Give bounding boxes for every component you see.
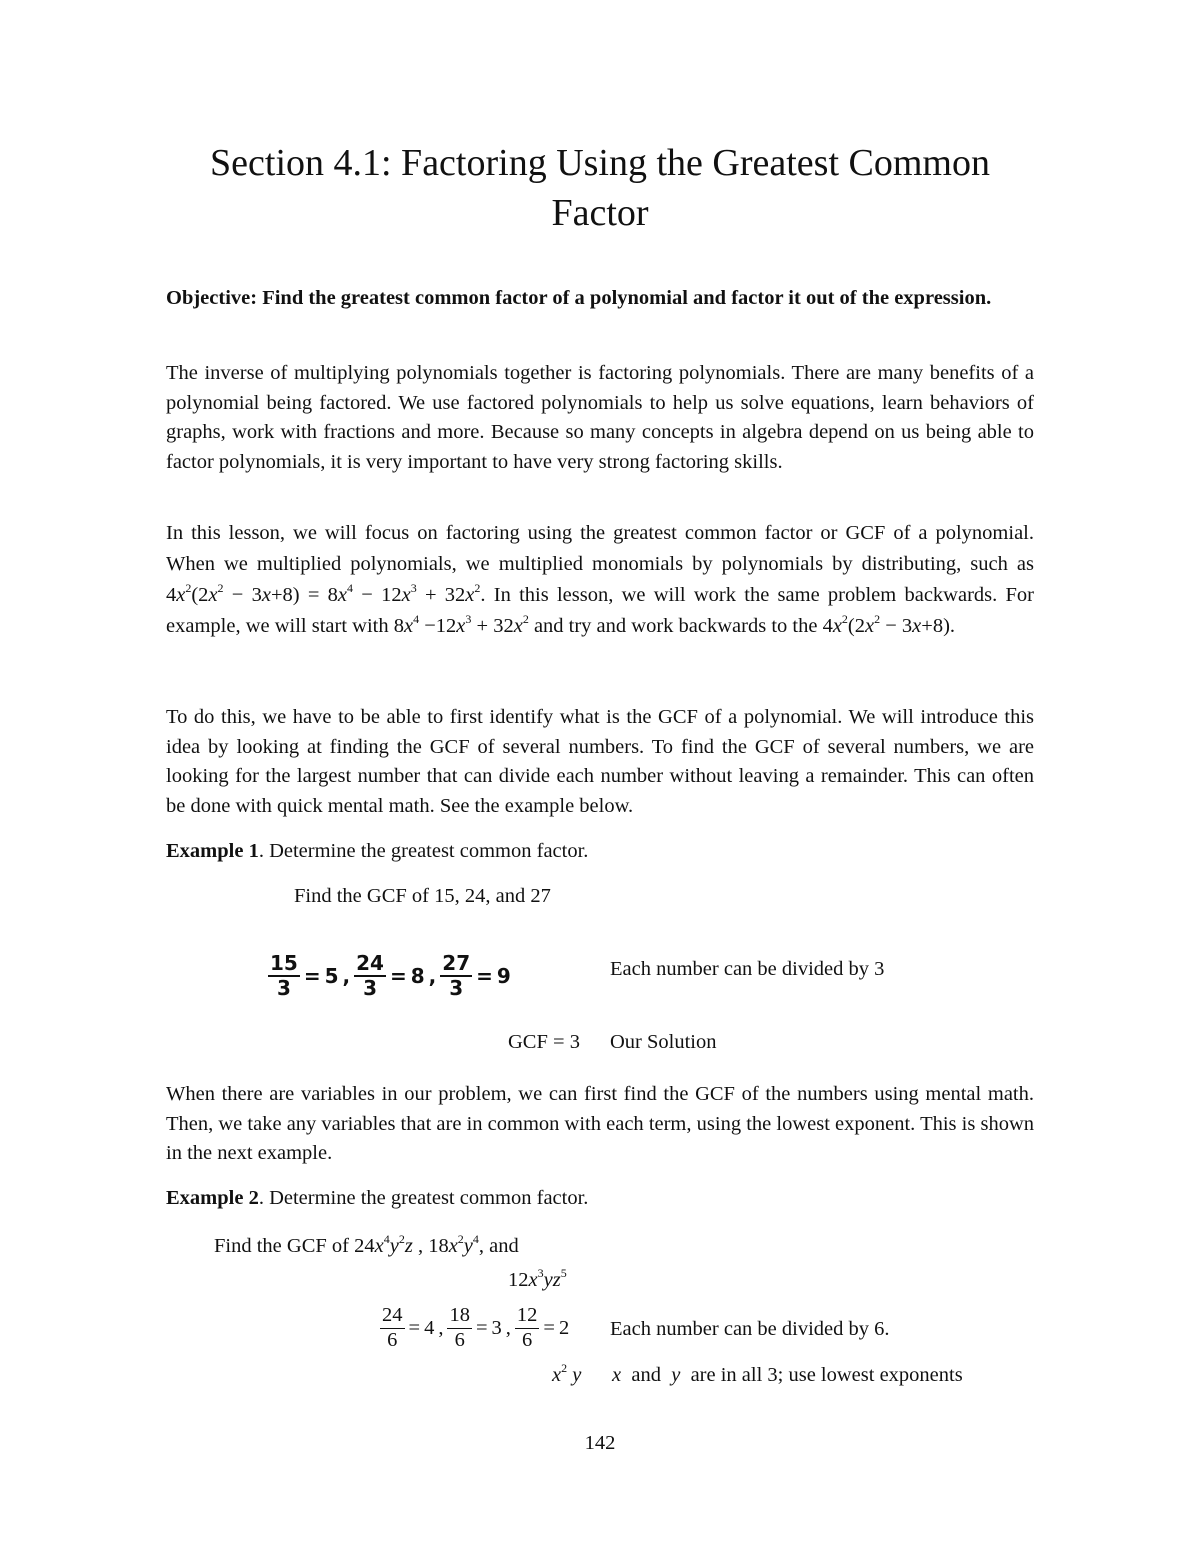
- example-1-fractions: $\frac{15}{3}$ = 5 , $\frac{24}{3}$ = 8 , $\frac{27}{3}$ = 9: [270, 951, 511, 1000]
- lesson-paragraph: In this lesson, we will focus on factoring using the greatest common factor or GCF of a polynomial. When we multiplied polynomials, we multiplied monomials by polynomials by distributing, such as $4x^2(2x^2 - 3x+8) = 8x^4 - 12x^3 + 32x^2$. In this lesson, we will work the same problem backwards. For example, we will start with $8x^4 -12x^3 + 32x^2$ and try and work backwards to the $4x^2(2x^2 - 3x+8)$.: [166, 522, 1034, 637]
- example-1-solution: Our Solution: [610, 1031, 717, 1053]
- example-1-note: Each number can be divided by 3: [610, 958, 885, 980]
- example-1-heading: Example 1. Determine the greatest common factor.: [166, 840, 589, 862]
- fraction: $\frac{24}{3}$: [356, 951, 384, 1000]
- example-2-fractions: $\frac{24}{6}$ = 4 , $\frac{18}{6}$ = 3 , $\frac{12}{6}$ = 2: [382, 1304, 570, 1351]
- fraction: $\frac{18}{6}$: [449, 1304, 470, 1351]
- title-line-2: Factor: [551, 192, 649, 234]
- math-term-2: $18x^2y^4$: [428, 1232, 479, 1257]
- example-1-problem: Find the GCF of 15, 24, and 27: [294, 885, 551, 907]
- example-2-variable-gcf: [552, 1362, 581, 1388]
- intro-paragraph: The inverse of multiplying polynomials together is factoring polynomials. There are many benefits of a polynomial being factored. We use factored polynomials to help us solve equations, learn behaviors of graphs, work with fractions and more. Because so many concepts in algebra depend on us being able to factor polynomials, it is very important to have very strong factoring skills.: [166, 362, 1034, 473]
- title-line-1: Section 4.1: Factoring Using the Greatest Common: [210, 142, 990, 184]
- example-2-problem: Find the GCF of $24x^4y^2z$ , $18x^2y^4$, and: [214, 1232, 519, 1257]
- page-number: 142: [584, 1432, 616, 1454]
- fraction: $\frac{12}{6}$: [516, 1304, 538, 1351]
- example-2-term-3: [508, 1267, 567, 1293]
- variables-paragraph: When there are variables in our problem, we can first find the GCF of the numbers using mental math. Then, we take any variables that are in common with each term, using the lowest exponent. This is shown in the next example.: [166, 1083, 1034, 1164]
- fraction: $\frac{24}{6}$: [382, 1304, 403, 1351]
- math-distribute-example: $4x^2(2x^2 - 3x+8) = 8x^4 - 12x^3 + 32x^2$: [166, 581, 481, 606]
- math-term-1: $24x^4y^2z$: [354, 1232, 413, 1257]
- section-title: [150, 138, 1050, 238]
- objective: Objective: Find the greatest common factor of a polynomial and factor it out of the expression.: [166, 287, 992, 309]
- math-variable-gcf: $x^2$ y: [552, 1361, 582, 1386]
- example-2-variable-note: x and y are in all 3; use lowest exponents: [612, 1364, 963, 1386]
- math-expanded-polynomial: $8x^4 -12x^3 + 32x^2$: [393, 612, 529, 637]
- fraction: $\frac{15}{3}$: [270, 951, 298, 1000]
- math-factored-polynomial: $4x^2(2x^2 - 3x+8)$: [822, 612, 950, 637]
- math-term-3: $12x^3yz^5$: [508, 1266, 567, 1291]
- example-1-gcf: GCF = 3: [508, 1031, 580, 1053]
- example-2-heading: Example 2. Determine the greatest common factor.: [166, 1187, 589, 1209]
- fraction: $\frac{27}{3}$: [442, 951, 471, 1000]
- gcf-intro-paragraph: To do this, we have to be able to first identify what is the GCF of a polynomial. We will introduce this idea by looking at finding the GCF of several numbers. To find the GCF of several numbers, we are looking for the largest number that can divide each number without leaving a remainder. This can often be done with quick mental math. See the example below.: [166, 706, 1034, 817]
- example-2-note: Each number can be divided by 6.: [610, 1318, 890, 1340]
